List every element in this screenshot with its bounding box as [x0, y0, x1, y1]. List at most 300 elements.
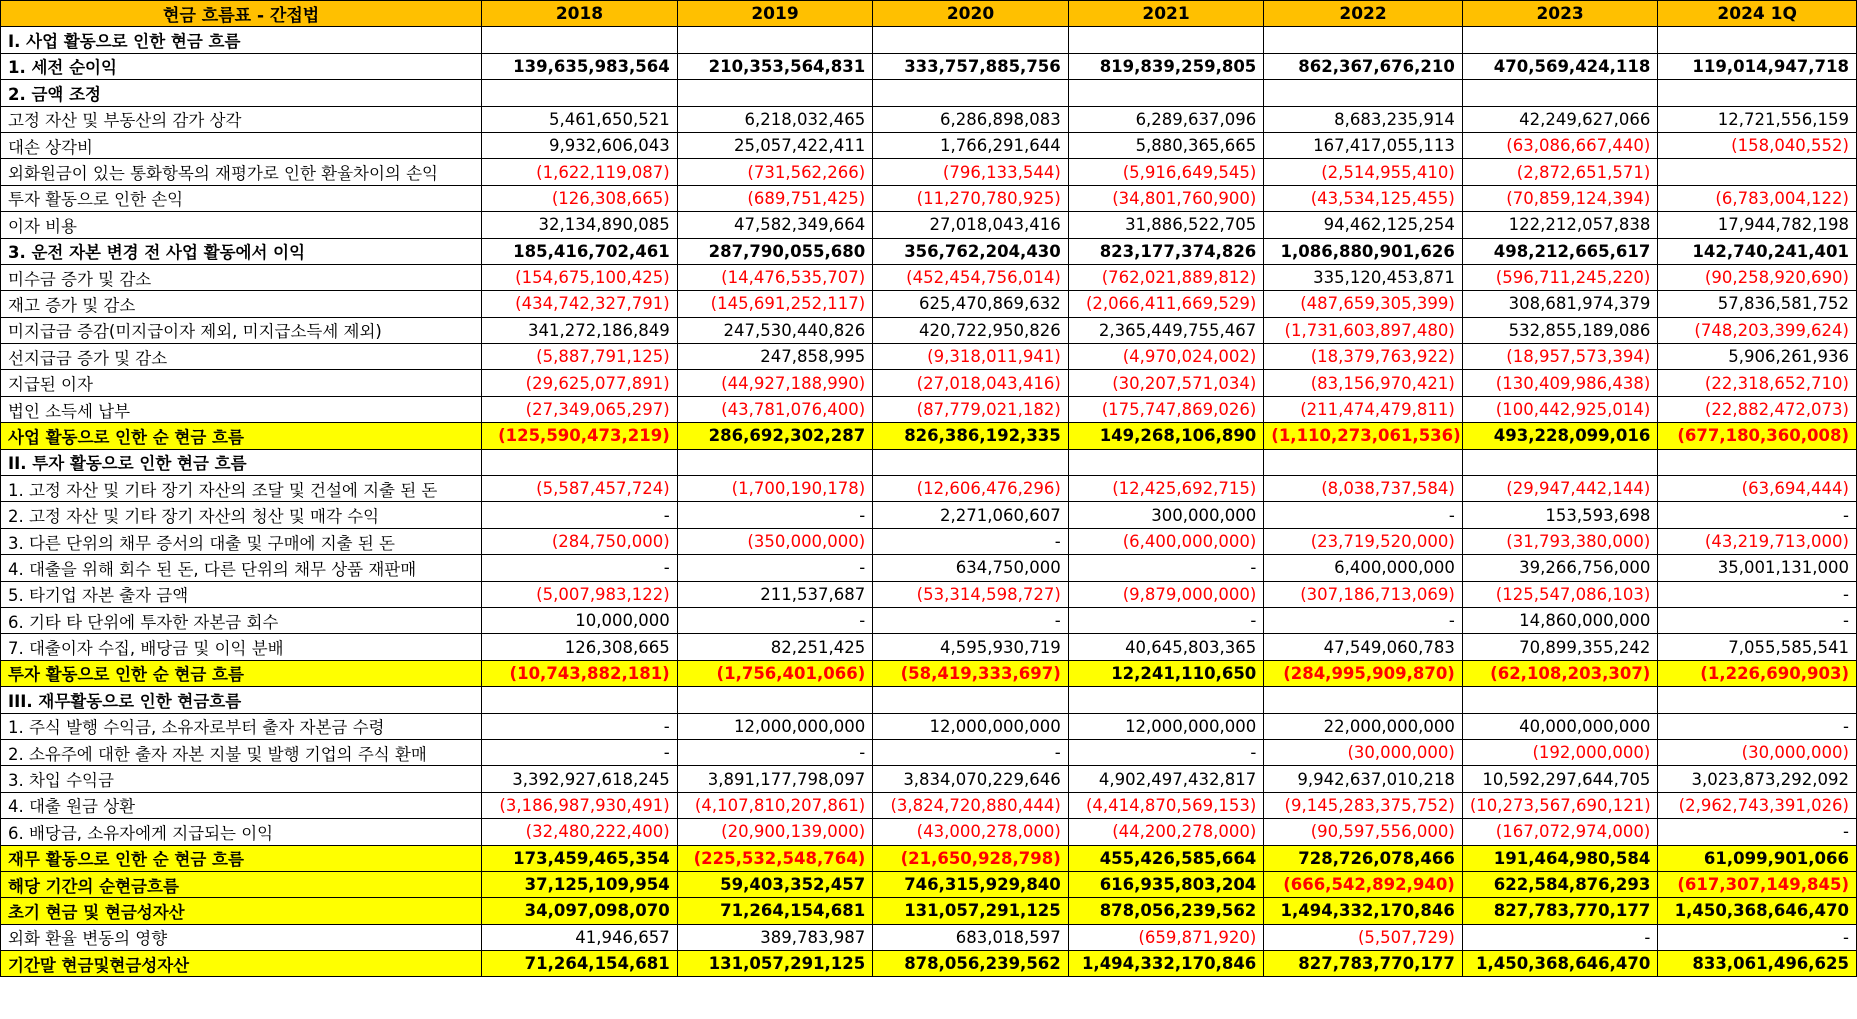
value-cell: 139,635,983,564: [482, 53, 678, 79]
value-cell: 1,450,368,646,470: [1658, 898, 1857, 924]
table-row: [1, 396, 1857, 422]
value-cell: (30,000,000): [1264, 739, 1463, 765]
header-year-cell: 2019: [677, 1, 873, 27]
value-cell: 3,023,873,292,092: [1658, 766, 1857, 792]
value-cell: [677, 80, 873, 106]
value-cell: 41,946,657: [482, 924, 678, 950]
row-label-cell: 2. 소유주에 대한 출자 자본 지불 및 발행 기업의 주식 환매: [1, 739, 482, 765]
value-cell: (796,133,544): [873, 159, 1069, 185]
value-cell: (18,379,763,922): [1264, 344, 1463, 370]
value-cell: [1462, 27, 1658, 53]
value-cell: 286,692,302,287: [677, 423, 873, 449]
value-cell: (90,597,556,000): [1264, 819, 1463, 845]
table-row: [1, 53, 1857, 79]
value-cell: 634,750,000: [873, 555, 1069, 581]
value-cell: (284,750,000): [482, 528, 678, 554]
value-cell: 7,055,585,541: [1658, 634, 1857, 660]
value-cell: (9,318,011,941): [873, 344, 1069, 370]
value-cell: 47,582,349,664: [677, 212, 873, 238]
row-label-cell: 3. 다른 단위의 채무 증서의 대출 및 구매에 지출 된 돈: [1, 528, 482, 554]
value-cell: (225,532,548,764): [677, 845, 873, 871]
table-row: [1, 766, 1857, 792]
value-cell: 5,906,261,936: [1658, 344, 1857, 370]
value-cell: (1,226,690,903): [1658, 660, 1857, 686]
value-cell: (70,859,124,394): [1462, 185, 1658, 211]
value-cell: (30,000,000): [1658, 739, 1857, 765]
value-cell: (2,872,651,571): [1462, 159, 1658, 185]
value-cell: 153,593,698: [1462, 502, 1658, 528]
row-label-cell: 초기 현금 및 현금성자산: [1, 898, 482, 924]
value-cell: [677, 687, 873, 713]
row-label-cell: I. 사업 활동으로 인한 현금 흐름: [1, 27, 482, 53]
row-label-cell: 지급된 이자: [1, 370, 482, 396]
value-cell: 32,134,890,085: [482, 212, 678, 238]
header-row: [1, 1, 1857, 27]
value-cell: (211,474,479,811): [1264, 396, 1463, 422]
value-cell: 14,860,000,000: [1462, 607, 1658, 633]
value-cell: -: [1658, 502, 1857, 528]
value-cell: 9,932,606,043: [482, 132, 678, 158]
value-cell: -: [1658, 607, 1857, 633]
value-cell: 746,315,929,840: [873, 871, 1069, 897]
value-cell: 70,899,355,242: [1462, 634, 1658, 660]
value-cell: [1068, 27, 1264, 53]
value-cell: 5,461,650,521: [482, 106, 678, 132]
table-row: [1, 792, 1857, 818]
value-cell: (307,186,713,069): [1264, 581, 1463, 607]
value-cell: (2,066,411,669,529): [1068, 291, 1264, 317]
row-label-cell: 5. 타기업 자본 출자 금액: [1, 581, 482, 607]
value-cell: 420,722,950,826: [873, 317, 1069, 343]
value-cell: (617,307,149,845): [1658, 871, 1857, 897]
row-label-cell: 7. 대출이자 수집, 배당금 및 이익 분배: [1, 634, 482, 660]
value-cell: 185,416,702,461: [482, 238, 678, 264]
value-cell: (487,659,305,399): [1264, 291, 1463, 317]
value-cell: (6,783,004,122): [1658, 185, 1857, 211]
value-cell: (12,425,692,715): [1068, 476, 1264, 502]
value-cell: 300,000,000: [1068, 502, 1264, 528]
value-cell: 333,757,885,756: [873, 53, 1069, 79]
value-cell: 9,942,637,010,218: [1264, 766, 1463, 792]
value-cell: 71,264,154,681: [677, 898, 873, 924]
value-cell: 3,834,070,229,646: [873, 766, 1069, 792]
value-cell: [1658, 449, 1857, 475]
row-label-cell: 2. 금액 조정: [1, 80, 482, 106]
value-cell: (53,314,598,727): [873, 581, 1069, 607]
value-cell: 878,056,239,562: [1068, 898, 1264, 924]
value-cell: (6,400,000,000): [1068, 528, 1264, 554]
value-cell: [1068, 449, 1264, 475]
value-cell: (126,308,665): [482, 185, 678, 211]
value-cell: 210,353,564,831: [677, 53, 873, 79]
row-label-cell: 해당 기간의 순현금흐름: [1, 871, 482, 897]
table-row: [1, 660, 1857, 686]
row-label-cell: 외화원금이 있는 통화항목의 재평가로 인한 환율차이의 손익: [1, 159, 482, 185]
value-cell: 131,057,291,125: [677, 951, 873, 977]
table-row: [1, 344, 1857, 370]
value-cell: -: [1658, 924, 1857, 950]
row-label-cell: 1. 세전 순이익: [1, 53, 482, 79]
header-year-cell: 2023: [1462, 1, 1658, 27]
row-label-cell: 4. 대출을 위해 회수 된 돈, 다른 단위의 채무 상품 재판매: [1, 555, 482, 581]
value-cell: [873, 27, 1069, 53]
table-row: [1, 238, 1857, 264]
value-cell: 6,289,637,096: [1068, 106, 1264, 132]
row-label-cell: 투자 활동으로 인한 손익: [1, 185, 482, 211]
value-cell: [873, 80, 1069, 106]
value-cell: 27,018,043,416: [873, 212, 1069, 238]
value-cell: 1,450,368,646,470: [1462, 951, 1658, 977]
value-cell: (452,454,756,014): [873, 264, 1069, 290]
value-cell: (43,534,125,455): [1264, 185, 1463, 211]
value-cell: (20,900,139,000): [677, 819, 873, 845]
value-cell: (5,007,983,122): [482, 581, 678, 607]
value-cell: (44,927,188,990): [677, 370, 873, 396]
value-cell: (4,970,024,002): [1068, 344, 1264, 370]
value-cell: 6,218,032,465: [677, 106, 873, 132]
value-cell: 59,403,352,457: [677, 871, 873, 897]
value-cell: [1462, 80, 1658, 106]
value-cell: 878,056,239,562: [873, 951, 1069, 977]
value-cell: (62,108,203,307): [1462, 660, 1658, 686]
table-row: [1, 687, 1857, 713]
value-cell: 173,459,465,354: [482, 845, 678, 871]
table-row: [1, 212, 1857, 238]
value-cell: 191,464,980,584: [1462, 845, 1658, 871]
value-cell: [1658, 687, 1857, 713]
value-cell: (5,916,649,545): [1068, 159, 1264, 185]
row-label-cell: 1. 고정 자산 및 기타 장기 자산의 조달 및 건설에 지출 된 돈: [1, 476, 482, 502]
value-cell: -: [482, 555, 678, 581]
value-cell: [1068, 687, 1264, 713]
row-label-cell: 외화 환율 변동의 영향: [1, 924, 482, 950]
value-cell: 683,018,597: [873, 924, 1069, 950]
row-label-cell: 고정 자산 및 부동산의 감가 상각: [1, 106, 482, 132]
value-cell: (689,751,425): [677, 185, 873, 211]
table-row: [1, 27, 1857, 53]
table-row: [1, 739, 1857, 765]
row-label-cell: 6. 기타 타 단위에 투자한 자본금 회수: [1, 607, 482, 633]
value-cell: (63,086,667,440): [1462, 132, 1658, 158]
value-cell: 455,426,585,664: [1068, 845, 1264, 871]
row-label-cell: 법인 소득세 납부: [1, 396, 482, 422]
table-row: [1, 132, 1857, 158]
value-cell: -: [677, 555, 873, 581]
value-cell: 131,057,291,125: [873, 898, 1069, 924]
value-cell: (4,107,810,207,861): [677, 792, 873, 818]
row-label-cell: 기간말 현금및현금성자산: [1, 951, 482, 977]
value-cell: (3,186,987,930,491): [482, 792, 678, 818]
value-cell: 12,000,000,000: [677, 713, 873, 739]
value-cell: 341,272,186,849: [482, 317, 678, 343]
value-cell: 34,097,098,070: [482, 898, 678, 924]
row-label-cell: 미지급금 증감(미지급이자 제외, 미지급소득세 제외): [1, 317, 482, 343]
table-row: [1, 951, 1857, 977]
value-cell: (748,203,399,624): [1658, 317, 1857, 343]
value-cell: -: [1658, 713, 1857, 739]
value-cell: 39,266,756,000: [1462, 555, 1658, 581]
row-label-cell: 이자 비용: [1, 212, 482, 238]
value-cell: [482, 80, 678, 106]
value-cell: (11,270,780,925): [873, 185, 1069, 211]
value-cell: 40,000,000,000: [1462, 713, 1658, 739]
value-cell: -: [482, 502, 678, 528]
row-label-cell: 3. 운전 자본 변경 전 사업 활동에서 이익: [1, 238, 482, 264]
value-cell: 61,099,901,066: [1658, 845, 1857, 871]
row-label-cell: 투자 활동으로 인한 순 현금 흐름: [1, 660, 482, 686]
value-cell: [1264, 27, 1463, 53]
value-cell: (5,507,729): [1264, 924, 1463, 950]
value-cell: 6,286,898,083: [873, 106, 1069, 132]
value-cell: (58,419,333,697): [873, 660, 1069, 686]
value-cell: (22,882,472,073): [1658, 396, 1857, 422]
value-cell: 498,212,665,617: [1462, 238, 1658, 264]
value-cell: [1264, 449, 1463, 475]
row-label-cell: III. 재무활동으로 인한 현금흐름: [1, 687, 482, 713]
value-cell: 17,944,782,198: [1658, 212, 1857, 238]
value-cell: (14,476,535,707): [677, 264, 873, 290]
row-label-cell: 2. 고정 자산 및 기타 장기 자산의 청산 및 매각 수익: [1, 502, 482, 528]
table-row: [1, 607, 1857, 633]
row-label-cell: 3. 차입 수익금: [1, 766, 482, 792]
value-cell: 287,790,055,680: [677, 238, 873, 264]
value-cell: (154,675,100,425): [482, 264, 678, 290]
value-cell: 5,880,365,665: [1068, 132, 1264, 158]
value-cell: (5,587,457,724): [482, 476, 678, 502]
value-cell: -: [677, 739, 873, 765]
value-cell: [482, 449, 678, 475]
value-cell: 47,549,060,783: [1264, 634, 1463, 660]
header-year-cell: 2020: [873, 1, 1069, 27]
value-cell: (32,480,222,400): [482, 819, 678, 845]
value-cell: (23,719,520,000): [1264, 528, 1463, 554]
value-cell: 42,249,627,066: [1462, 106, 1658, 132]
value-cell: [1658, 159, 1857, 185]
table-row: [1, 317, 1857, 343]
value-cell: [1462, 687, 1658, 713]
value-cell: (125,547,086,103): [1462, 581, 1658, 607]
value-cell: [873, 449, 1069, 475]
value-cell: 25,057,422,411: [677, 132, 873, 158]
table-row: [1, 449, 1857, 475]
table-row: [1, 264, 1857, 290]
table-row: [1, 713, 1857, 739]
value-cell: (284,995,909,870): [1264, 660, 1463, 686]
value-cell: 10,000,000: [482, 607, 678, 633]
value-cell: (30,207,571,034): [1068, 370, 1264, 396]
value-cell: (90,258,920,690): [1658, 264, 1857, 290]
table-row: [1, 185, 1857, 211]
value-cell: [482, 27, 678, 53]
table-row: [1, 555, 1857, 581]
value-cell: 532,855,189,086: [1462, 317, 1658, 343]
value-cell: (34,801,760,900): [1068, 185, 1264, 211]
table-row: [1, 291, 1857, 317]
value-cell: -: [1264, 502, 1463, 528]
value-cell: 82,251,425: [677, 634, 873, 660]
value-cell: 37,125,109,954: [482, 871, 678, 897]
table-row: [1, 845, 1857, 871]
value-cell: 12,241,110,650: [1068, 660, 1264, 686]
value-cell: 6,400,000,000: [1264, 555, 1463, 581]
value-cell: (659,871,920): [1068, 924, 1264, 950]
table-row: [1, 370, 1857, 396]
value-cell: (83,156,970,421): [1264, 370, 1463, 396]
value-cell: [1658, 27, 1857, 53]
table-row: [1, 924, 1857, 950]
value-cell: (596,711,245,220): [1462, 264, 1658, 290]
value-cell: (1,756,401,066): [677, 660, 873, 686]
table-row: [1, 476, 1857, 502]
value-cell: 4,902,497,432,817: [1068, 766, 1264, 792]
value-cell: [1462, 449, 1658, 475]
value-cell: (10,273,567,690,121): [1462, 792, 1658, 818]
row-label-cell: 선지급금 증가 및 감소: [1, 344, 482, 370]
row-label-cell: 대손 상각비: [1, 132, 482, 158]
value-cell: 57,836,581,752: [1658, 291, 1857, 317]
header-year-cell: 2018: [482, 1, 678, 27]
value-cell: [1658, 80, 1857, 106]
value-cell: (130,409,986,438): [1462, 370, 1658, 396]
value-cell: -: [1068, 555, 1264, 581]
value-cell: -: [482, 713, 678, 739]
value-cell: 827,783,770,177: [1264, 951, 1463, 977]
value-cell: 122,212,057,838: [1462, 212, 1658, 238]
value-cell: 2,271,060,607: [873, 502, 1069, 528]
table-row: [1, 871, 1857, 897]
value-cell: 625,470,869,632: [873, 291, 1069, 317]
value-cell: 308,681,974,379: [1462, 291, 1658, 317]
value-cell: (158,040,552): [1658, 132, 1857, 158]
row-label-cell: 1. 주식 발행 수익금, 소유자로부터 출자 자본금 수령: [1, 713, 482, 739]
value-cell: -: [873, 739, 1069, 765]
value-cell: (43,781,076,400): [677, 396, 873, 422]
value-cell: 10,592,297,644,705: [1462, 766, 1658, 792]
value-cell: 247,530,440,826: [677, 317, 873, 343]
value-cell: 126,308,665: [482, 634, 678, 660]
value-cell: 35,001,131,000: [1658, 555, 1857, 581]
table-row: [1, 106, 1857, 132]
value-cell: -: [873, 607, 1069, 633]
value-cell: -: [1658, 819, 1857, 845]
value-cell: 149,268,106,890: [1068, 423, 1264, 449]
value-cell: 616,935,803,204: [1068, 871, 1264, 897]
value-cell: 819,839,259,805: [1068, 53, 1264, 79]
table-row: [1, 634, 1857, 660]
value-cell: (350,000,000): [677, 528, 873, 554]
value-cell: 22,000,000,000: [1264, 713, 1463, 739]
value-cell: -: [677, 607, 873, 633]
row-label-cell: 재무 활동으로 인한 순 현금 흐름: [1, 845, 482, 871]
value-cell: 142,740,241,401: [1658, 238, 1857, 264]
value-cell: 71,264,154,681: [482, 951, 678, 977]
table-row: [1, 159, 1857, 185]
value-cell: (10,743,882,181): [482, 660, 678, 686]
value-cell: -: [1658, 581, 1857, 607]
value-cell: (175,747,869,026): [1068, 396, 1264, 422]
value-cell: 389,783,987: [677, 924, 873, 950]
value-cell: 1,766,291,644: [873, 132, 1069, 158]
value-cell: 622,584,876,293: [1462, 871, 1658, 897]
value-cell: 94,462,125,254: [1264, 212, 1463, 238]
value-cell: 31,886,522,705: [1068, 212, 1264, 238]
header-title-cell: 현금 흐름표 - 간접법: [1, 1, 482, 27]
table-row: [1, 898, 1857, 924]
header-year-cell: 2022: [1264, 1, 1463, 27]
value-cell: -: [1264, 607, 1463, 633]
value-cell: -: [482, 739, 678, 765]
table-row: [1, 423, 1857, 449]
value-cell: [1264, 687, 1463, 713]
table-body: [1, 27, 1857, 977]
value-cell: (18,957,573,394): [1462, 344, 1658, 370]
value-cell: 356,762,204,430: [873, 238, 1069, 264]
value-cell: 1,494,332,170,846: [1264, 898, 1463, 924]
value-cell: 8,683,235,914: [1264, 106, 1463, 132]
value-cell: (43,219,713,000): [1658, 528, 1857, 554]
value-cell: (677,180,360,008): [1658, 423, 1857, 449]
value-cell: -: [1068, 607, 1264, 633]
value-cell: (434,742,327,791): [482, 291, 678, 317]
value-cell: 167,417,055,113: [1264, 132, 1463, 158]
value-cell: (63,694,444): [1658, 476, 1857, 502]
value-cell: (9,879,000,000): [1068, 581, 1264, 607]
value-cell: (762,021,889,812): [1068, 264, 1264, 290]
value-cell: (29,947,442,144): [1462, 476, 1658, 502]
value-cell: (27,349,065,297): [482, 396, 678, 422]
value-cell: 247,858,995: [677, 344, 873, 370]
value-cell: 827,783,770,177: [1462, 898, 1658, 924]
value-cell: 3,891,177,798,097: [677, 766, 873, 792]
value-cell: (731,562,266): [677, 159, 873, 185]
value-cell: (1,700,190,178): [677, 476, 873, 502]
value-cell: (29,625,077,891): [482, 370, 678, 396]
value-cell: (9,145,283,375,752): [1264, 792, 1463, 818]
value-cell: -: [873, 528, 1069, 554]
header-year-cell: 2024 1Q: [1658, 1, 1857, 27]
value-cell: 862,367,676,210: [1264, 53, 1463, 79]
value-cell: (192,000,000): [1462, 739, 1658, 765]
row-label-cell: 미수금 증가 및 감소: [1, 264, 482, 290]
value-cell: (2,514,955,410): [1264, 159, 1463, 185]
value-cell: [1068, 80, 1264, 106]
value-cell: (1,110,273,061,536): [1264, 423, 1463, 449]
value-cell: 119,014,947,718: [1658, 53, 1857, 79]
value-cell: 40,645,803,365: [1068, 634, 1264, 660]
value-cell: (167,072,974,000): [1462, 819, 1658, 845]
header-year-cell: 2021: [1068, 1, 1264, 27]
value-cell: (125,590,473,219): [482, 423, 678, 449]
row-label-cell: 사업 활동으로 인한 순 현금 흐름: [1, 423, 482, 449]
value-cell: (3,824,720,880,444): [873, 792, 1069, 818]
value-cell: -: [677, 502, 873, 528]
value-cell: 4,595,930,719: [873, 634, 1069, 660]
value-cell: 826,386,192,335: [873, 423, 1069, 449]
value-cell: (27,018,043,416): [873, 370, 1069, 396]
table-row: [1, 80, 1857, 106]
value-cell: [677, 449, 873, 475]
value-cell: 12,000,000,000: [873, 713, 1069, 739]
value-cell: (100,442,925,014): [1462, 396, 1658, 422]
value-cell: (2,962,743,391,026): [1658, 792, 1857, 818]
row-label-cell: 4. 대출 원금 상환: [1, 792, 482, 818]
table-row: [1, 819, 1857, 845]
value-cell: (21,650,928,798): [873, 845, 1069, 871]
value-cell: 823,177,374,826: [1068, 238, 1264, 264]
value-cell: [873, 687, 1069, 713]
value-cell: [1264, 80, 1463, 106]
value-cell: -: [1068, 739, 1264, 765]
